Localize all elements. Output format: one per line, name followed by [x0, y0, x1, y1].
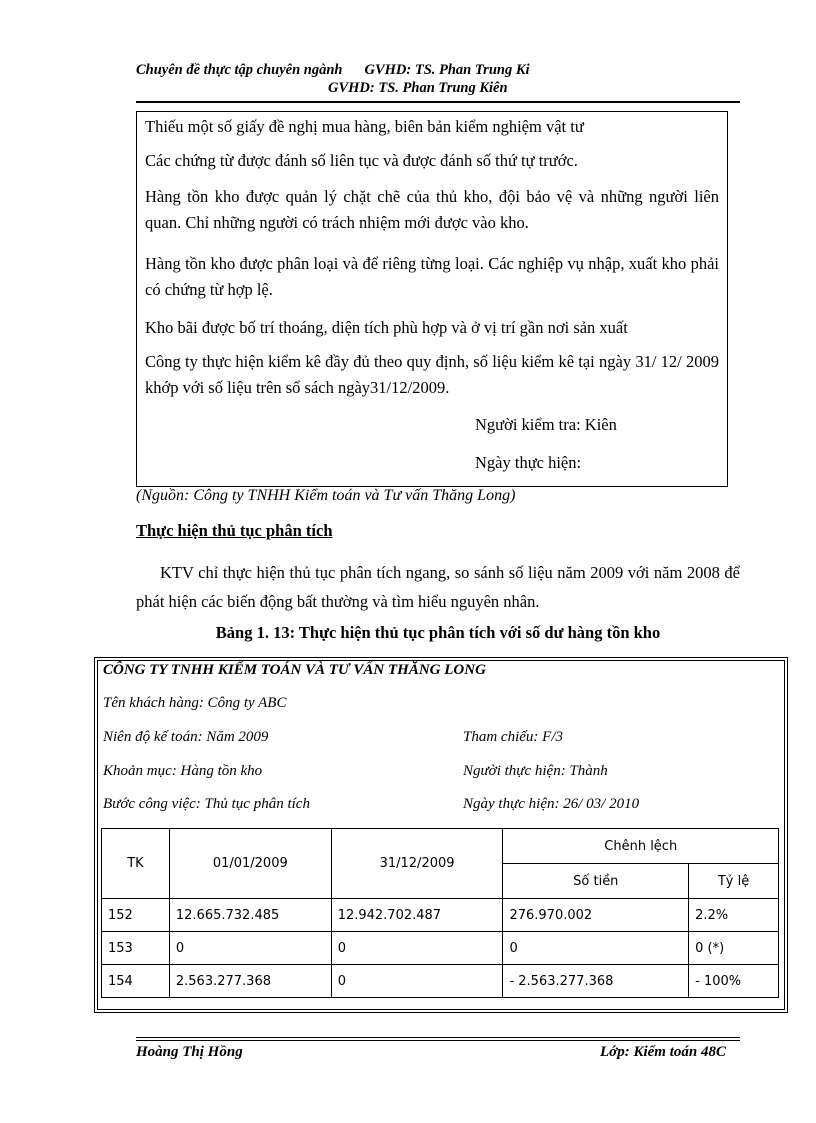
worksheet-performer: Người thực hiện: Thành: [463, 763, 608, 779]
checklist-item: Các chứng từ được đánh số liên tục và được đánh số thứ tự trước.: [145, 151, 578, 170]
worksheet-period: Niên độ kế toán: Năm 2009: [103, 729, 269, 745]
checklist-item: Hàng tồn kho được quản lý chặt chẽ của thủ kho, đội bảo vệ và những người liên quan. Chỉ những người có trách nhiệm mới được vào kho.: [145, 187, 719, 232]
footer-rule: [136, 1037, 740, 1038]
header-difference: Chênh lệch: [503, 829, 779, 864]
header-course-title: Chuyên đề thực tập chuyên ngành: [136, 62, 343, 78]
cell-closing: 12.942.702.487: [331, 899, 503, 932]
table-caption: Bảng 1. 13: Thực hiện thủ tục phân tích với số dư hàng tồn kho: [215, 623, 661, 642]
checklist-item: Kho bãi được bố trí thoáng, diện tích phù hợp và ở vị trí gần nơi sản xuất: [145, 318, 628, 337]
table-row: [102, 899, 779, 932]
header-rule: [136, 101, 740, 103]
cell-amount: - 2.563.277.368: [503, 965, 689, 998]
header-amount: Số tiền: [503, 864, 689, 899]
header-supervisor: GVHD: TS. Phan Trung Ki: [364, 62, 530, 78]
header-ratio: Tỷ lệ: [689, 864, 779, 899]
cell-opening: 12.665.732.485: [169, 899, 331, 932]
worksheet-account: Khoản mục: Hàng tồn kho: [103, 763, 263, 779]
cell-opening: 2.563.277.368: [169, 965, 331, 998]
checklist-item: Hàng tồn kho được phân loại và để riêng từng loại. Các nghiệp vụ nhập, xuất kho phải có chứng từ hợp lệ.: [145, 254, 719, 299]
checklist-item: Công ty thực hiện kiểm kê đầy đủ theo quy định, số liệu kiểm kê tại ngày 31/ 12/ 2009 khớp với số liệu trên sổ sách ngày31/12/2009.: [145, 352, 719, 397]
cell-closing: 0: [331, 965, 503, 998]
worksheet-company: CÔNG TY TNHH KIỂM TOÁN VÀ TƯ VẤN THĂNG LONG: [103, 662, 486, 678]
section-title: Thực hiện thủ tục phân tích: [136, 521, 333, 540]
footer-rule: [136, 1040, 740, 1041]
header-closing: 31/12/2009: [331, 829, 503, 899]
worksheet-box: [94, 657, 788, 1013]
checklist-box: [136, 111, 728, 487]
cell-ratio: - 100%: [689, 965, 779, 998]
cell-tk: 152: [102, 899, 170, 932]
worksheet-perform-date: Ngày thực hiện: 26/ 03/ 2010: [463, 796, 640, 812]
cell-amount: 276.970.002: [503, 899, 689, 932]
cell-tk: 154: [102, 965, 170, 998]
table-row: [102, 965, 779, 998]
cell-closing: 0: [331, 932, 503, 965]
running-header: [136, 62, 530, 79]
checker-line: Người kiểm tra: Kiên: [475, 415, 617, 434]
footer-class: Lớp: Kiểm toán 48C: [600, 1044, 726, 1060]
worksheet-client: Tên khách hàng: Công ty ABC: [103, 695, 287, 711]
worksheet-reference: Tham chiếu: F/3: [463, 729, 563, 745]
cell-ratio: 0 (*): [689, 932, 779, 965]
body-paragraph: KTV chỉ thực hiện thủ tục phân tích ngang, so sánh số liệu năm 2009 với năm 2008 để phát hiện các biến động bất thường và tìm hiểu nguyên nhân.: [136, 563, 740, 611]
date-line: Ngày thực hiện:: [475, 453, 582, 472]
header-opening: 01/01/2009: [169, 829, 331, 899]
header-tk: TK: [102, 829, 170, 899]
header-supervisor-full: GVHD: TS. Phan Trung Kiên: [328, 80, 508, 96]
source-note: (Nguồn: Công ty TNHH Kiểm toán và Tư vấn Thăng Long): [136, 487, 516, 504]
cell-ratio: 2.2%: [689, 899, 779, 932]
checklist-item: Thiếu một số giấy đề nghị mua hàng, biên bản kiểm nghiệm vật tư: [145, 117, 584, 136]
cell-amount: 0: [503, 932, 689, 965]
cell-tk: 153: [102, 932, 170, 965]
cell-opening: 0: [169, 932, 331, 965]
inventory-analysis-table: [101, 828, 779, 998]
worksheet-step: Bước công việc: Thủ tục phân tích: [103, 796, 310, 812]
footer-author: Hoàng Thị Hồng: [136, 1044, 243, 1060]
table-row: [102, 932, 779, 965]
